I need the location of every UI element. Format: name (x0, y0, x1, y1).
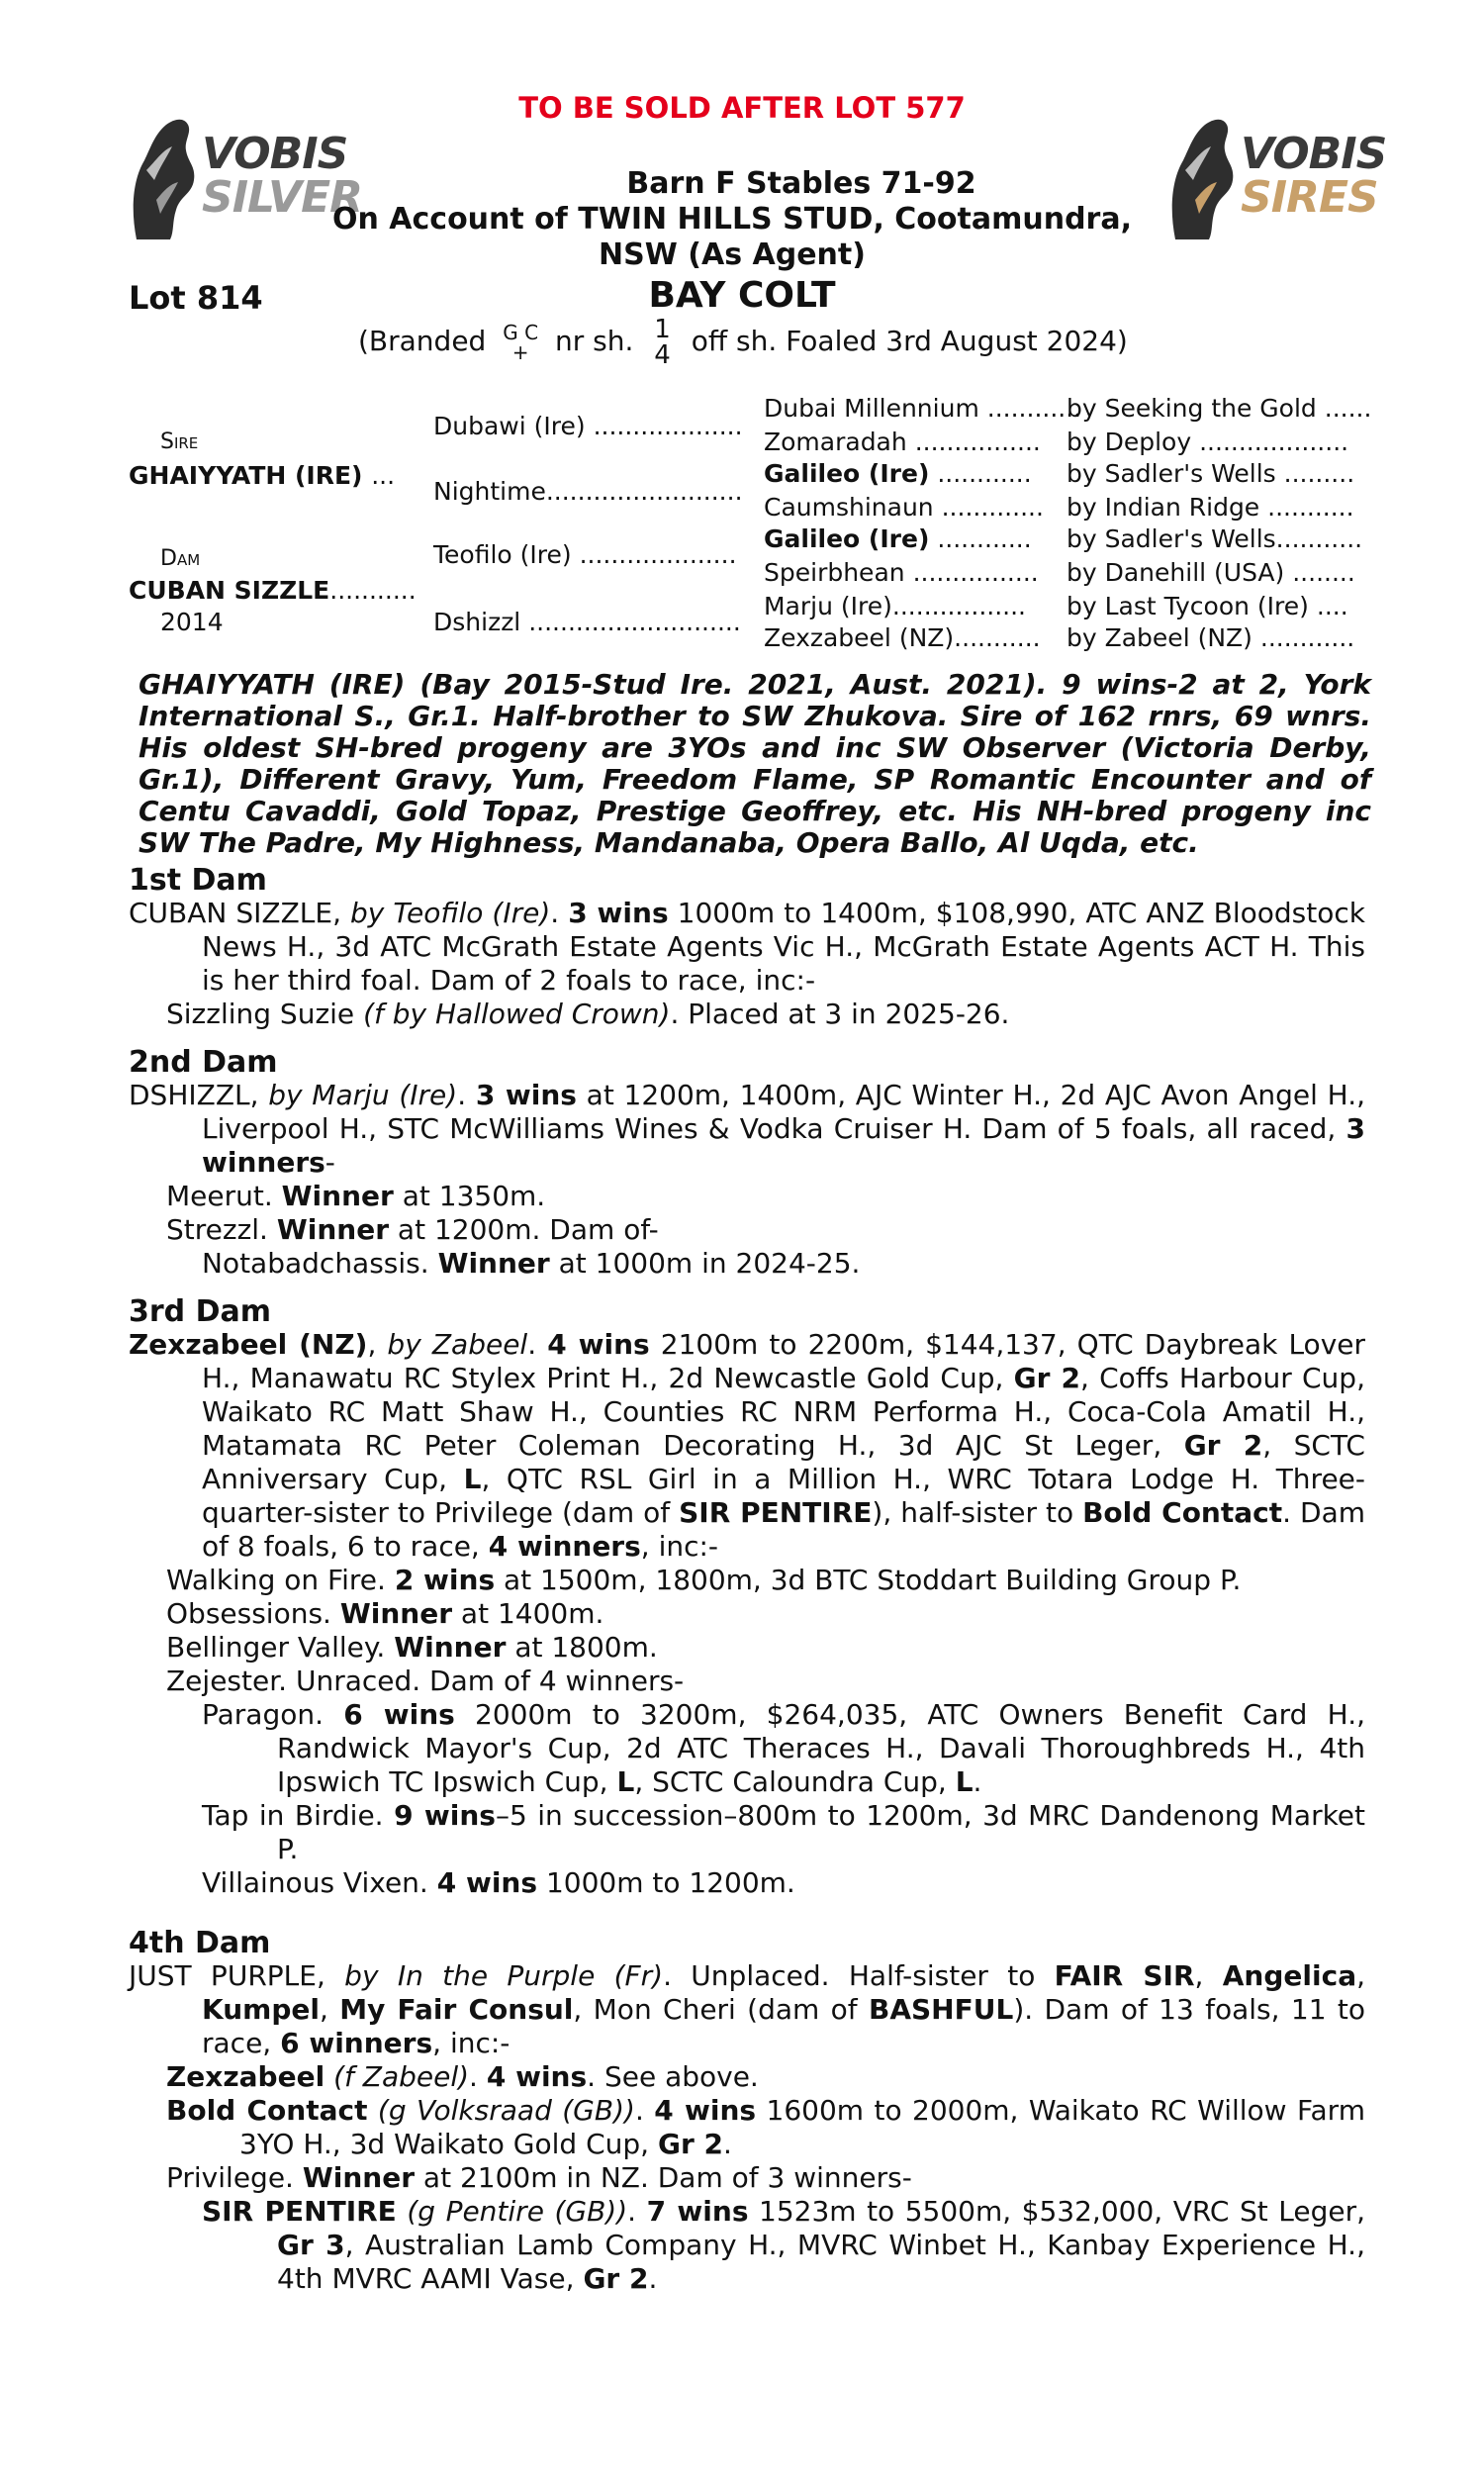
pedigree-gen3-by-6: by Last Tycoon (Ire) .... (1067, 592, 1348, 620)
account-line: On Account of TWIN HILLS STUD, Cootamundra, (331, 202, 1132, 237)
pedigree-gen2-3: Dshizzl ........................... (433, 608, 741, 636)
pedigree-gen2-0: Dubawi (Ire) ................... (433, 412, 743, 440)
pedigree-gen3-2: Galileo (Ire) ............ (764, 459, 1032, 488)
sale-note: TO BE SOLD AFTER LOT 577 (518, 91, 966, 125)
brand-suffix: off sh. Foaled 3rd August 2024) (691, 325, 1128, 357)
dam-name: CUBAN SIZZLE........... (129, 576, 417, 605)
lot-number: Lot 814 (129, 279, 263, 317)
pedigree-gen3-7: Zexzabeel (NZ)........... (764, 623, 1041, 652)
brand-fraction: 1 4 (654, 315, 671, 370)
first-dam-entry: CUBAN SIZZLE, by Teofilo (Ire). 3 wins 1000m to 1400m, $108,990, ATC ANZ Bloodstock News H., 3d ATC McGrath Estate Agents Vic H., McGrath Estate Agents ACT H. This is her third foal. Dam of 2 foals to race, inc:- Sizzling Suzie (f by Hallowed Crown). Placed at 3 in 2025-26. (129, 897, 1365, 1030)
pedigree-gen3-by-7: by Zabeel (NZ) ............ (1067, 623, 1355, 652)
horse-head-icon (127, 111, 206, 241)
pedigree-gen3-by-5: by Danehill (USA) ........ (1067, 558, 1355, 587)
pedigree-gen3-by-2: by Sadler's Wells ......... (1067, 459, 1355, 488)
vobis-silver-logo (127, 111, 363, 241)
agent-line: NSW (As Agent) (599, 238, 866, 272)
vobis-sires-logo (1165, 111, 1387, 241)
sire-label: Sire (160, 429, 199, 454)
pedigree-gen2-1: Nightime......................... (433, 477, 743, 506)
logo-word-vobis: VOBIS (1241, 129, 1387, 179)
pedigree-gen2-2: Teofilo (Ire) .................... (433, 540, 737, 569)
pedigree-gen3-1: Zomaradah ................ (764, 428, 1041, 456)
pedigree-gen3-6: Marju (Ire)................. (764, 592, 1027, 620)
sire-name: GHAIYYATH (IRE) ... (129, 461, 396, 490)
pedigree-gen3-3: Caumshinaun ............. (764, 493, 1044, 522)
pedigree-gen3-by-1: by Deploy ................... (1067, 428, 1349, 456)
dam-label: Dam (160, 546, 201, 571)
fourth-dam-entry: JUST PURPLE, by In the Purple (Fr). Unplaced. Half-sister to FAIR SIR, Angelica, Kumpel, My Fair Consul, Mon Cheri (dam of BASHFUL). Dam of 13 foals, 11 to race, 6 winners, inc:- Zexzabeel (f Zabeel). 4 wins. See above. Bold Contact (g Volksraad (GB)). 4 wins 1600m to 2000m, Waikato RC Willow Farm 3YO H., 3d Waikato Gold Cup, Gr 2. Privilege. Winner at 2100m in NZ. Dam of 3 winners- SIR PENTIRE (g Pentire (GB)). 7 wins 1523m to 5500m, $532,000, VRC St Leger, Gr 3, Australian Lamb Company H., MVRC Winbet H., Kanbay Experience H., 4th MVRC AAMI Vase, Gr 2. (129, 1959, 1366, 2295)
second-dam-heading: 2nd Dam (129, 1045, 278, 1080)
pedigree-gen3-5: Speirbhean ................ (764, 558, 1039, 587)
brand-line (358, 317, 1128, 368)
first-dam-heading: 1st Dam (129, 863, 267, 898)
pedigree-gen3-by-0: by Seeking the Gold ...... (1067, 394, 1372, 423)
pedigree-gen3-by-4: by Sadler's Wells........... (1067, 524, 1363, 553)
pedigree-gen3-4: Galileo (Ire) ............ (764, 524, 1032, 553)
third-dam-heading: 3rd Dam (129, 1294, 271, 1329)
logo-word-silver: SILVER (202, 172, 363, 223)
lot-title: BAY COLT (648, 275, 836, 316)
brand-mid: nr sh. (554, 325, 634, 357)
dam-year: 2014 (160, 608, 224, 636)
barn-line: Barn F Stables 71-92 (626, 166, 976, 201)
horse-head-icon (1165, 111, 1245, 241)
consignor-header (297, 166, 1167, 273)
fourth-dam-heading: 4th Dam (129, 1926, 271, 1960)
sire-note: GHAIYYATH (IRE) (Bay 2015-Stud Ire. 2021, Aust. 2021). 9 wins-2 at 2, York International S., Gr.1. Half-brother to SW Zhukova. Sire of 162 rnrs, 69 wnrs. His oldest SH-bred progeny are 3YOs and inc SW Observer (Victoria Derby, Gr.1), Different Gravy, Yum, Freedom Flame, SP Romantic Encounter and of Centu Cavaddi, Gold Topaz, Prestige Geoffrey, etc. His NH-bred progeny inc SW The Padre, My Highness, Mandanaba, Opera Ballo, Al Uqda, etc. (139, 668, 1371, 859)
pedigree-gen3-0: Dubai Millennium ............ (764, 394, 1082, 423)
brand-mark: G C + (503, 321, 539, 364)
third-dam-entry: Zexzabeel (NZ), by Zabeel. 4 wins 2100m to 2200m, $144,137, QTC Daybreak Lover H., Manawatu RC Stylex Print H., 2d Newcastle Gold Cup, Gr 2, Coffs Harbour Cup, Waikato RC Matt Shaw H., Counties RC NRM Performa H., Coca-Cola Amatil H., Matamata RC Peter Coleman Decorating H., 3d AJC St Leger, Gr 2, SCTC Anniversary Cup, L, QTC RSL Girl in a Million H., WRC Totara Lodge H. Three-quarter-sister to Privilege (dam of SIR PENTIRE), half-sister to Bold Contact. Dam of 8 foals, 6 to race, 4 winners, inc:- Walking on Fire. 2 wins at 1500m, 1800m, 3d BTC Stoddart Building Group P. Obsessions. Winner at 1400m. Bellinger Valley. Winner at 1800m. Zejester. Unraced. Dam of 4 winners- Paragon. 6 wins 2000m to 3200m, $264,035, ATC Owners Benefit Card H., Randwick Mayor's Cup, 2d ATC Theraces H., Davali Thoroughbreds H., 4th Ipswich TC Ipswich Cup, L, SCTC Caloundra Cup, L. Tap in Birdie. 9 wins–5 in succession–800m to 1200m, 3d MRC Dandenong Market P. Villainous Vixen. 4 wins 1000m to 1200m. (129, 1328, 1366, 1899)
pedigree-gen3-by-3: by Indian Ridge ........... (1067, 493, 1354, 522)
second-dam-entry: DSHIZZL, by Marju (Ire). 3 wins at 1200m, 1400m, AJC Winter H., 2d AJC Avon Angel H., Liverpool H., STC McWilliams Wines & Vodka Cruiser H. Dam of 5 foals, all raced, 3 winners- Meerut. Winner at 1350m. Strezzl. Winner at 1200m. Dam of- Notabadchassis. Winner at 1000m in 2024-25. (129, 1079, 1365, 1280)
logo-word-vobis: VOBIS (202, 129, 348, 179)
brand-prefix: (Branded (358, 325, 487, 357)
logo-word-sires: SIRES (1241, 172, 1378, 223)
